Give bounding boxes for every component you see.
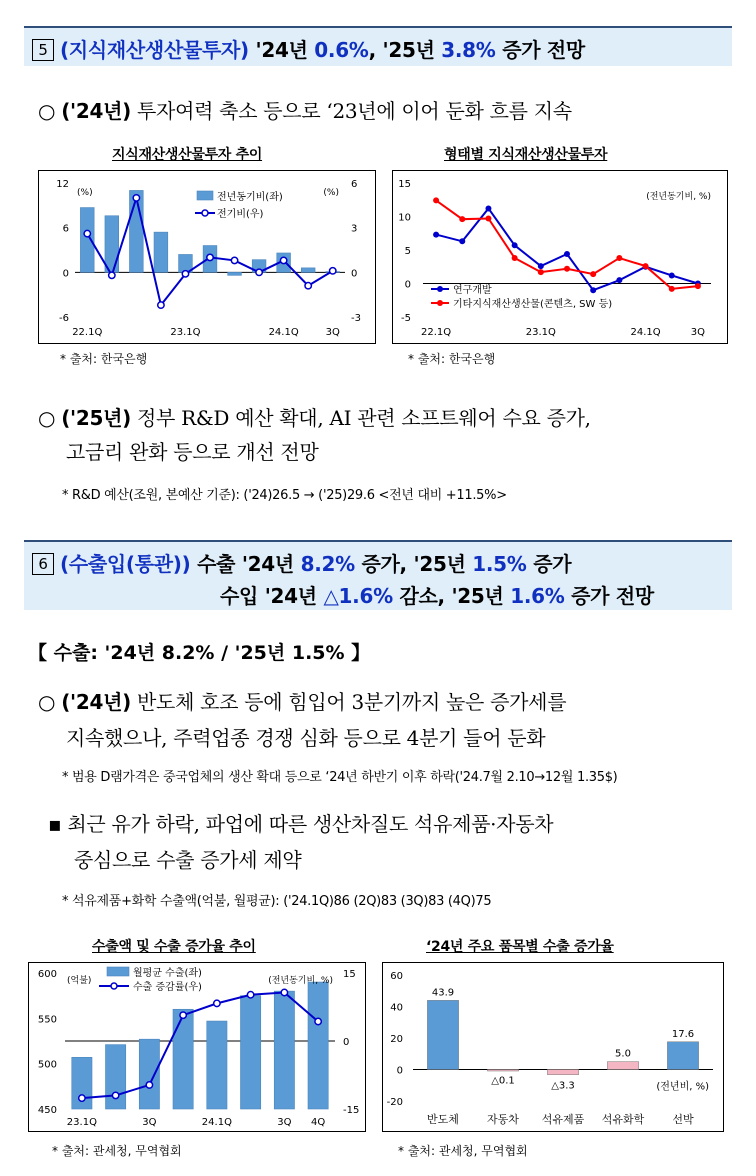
y-unit-left: (억불) bbox=[67, 976, 92, 986]
y-unit-right: (%) bbox=[323, 188, 339, 198]
legend-marker-line bbox=[111, 983, 117, 989]
bullet-text-line1: 최근 유가 하락, 파업에 따른 생산차질도 석유제품·자동차 bbox=[67, 812, 554, 836]
legend-marker bbox=[437, 300, 443, 306]
x-tick-label: 석유화학 bbox=[601, 1113, 645, 1126]
x-tick-label: 23.1Q bbox=[170, 327, 201, 338]
data-label: 5.0 bbox=[615, 1048, 631, 1060]
x-tick-label: 자동차 bbox=[487, 1113, 519, 1126]
y-tick-label: -5 bbox=[401, 313, 411, 324]
y-tick-label-right: -3 bbox=[351, 313, 361, 324]
chart4 bbox=[382, 962, 724, 1132]
x-tick-label: 3Q bbox=[325, 327, 340, 338]
chart4-source: * 출처: 관세청, 무역협회 bbox=[398, 1144, 528, 1158]
x-tick-label: 23.1Q bbox=[525, 327, 556, 338]
line-point bbox=[231, 257, 237, 263]
bar bbox=[154, 232, 168, 272]
line-point bbox=[485, 216, 491, 222]
line-point bbox=[538, 263, 544, 269]
line-point bbox=[590, 287, 596, 293]
bar bbox=[487, 1070, 518, 1072]
sec5-bullet-1 bbox=[38, 95, 572, 124]
line-point bbox=[133, 195, 139, 201]
legend-label-line: 전기비(우) bbox=[217, 209, 264, 220]
section-5-text-c: 증가 전망 bbox=[495, 38, 585, 62]
bullet-circle: ○ bbox=[38, 406, 56, 430]
bar bbox=[301, 268, 315, 272]
legend-marker-line bbox=[202, 210, 208, 216]
line-point bbox=[84, 230, 90, 236]
y-tick-label-right: 6 bbox=[351, 179, 358, 190]
legend-swatch-bar bbox=[197, 191, 213, 200]
bullet-label: ('25년) bbox=[61, 406, 131, 430]
x-tick-label: 반도체 bbox=[427, 1113, 459, 1126]
sec6-note-dram: * 범용 D램가격은 중국업체의 생산 확대 등으로 ‘24년 하반기 이후 하락('24.7월 2.10→12월 1.35$) bbox=[62, 770, 618, 785]
section-6-export-c: 증가 bbox=[526, 552, 572, 576]
section-5-text-a: '24년 bbox=[248, 38, 315, 62]
section-6-import-b: 감소, '25년 bbox=[392, 584, 511, 608]
series-line bbox=[436, 200, 698, 288]
y-unit: (전년동기비, %) bbox=[646, 192, 711, 202]
x-tick-label: 4Q bbox=[311, 1117, 326, 1128]
bullet-circle: ○ bbox=[38, 690, 56, 714]
line-point bbox=[305, 283, 311, 289]
bullet-square: ▪ bbox=[48, 812, 62, 836]
chart2 bbox=[392, 170, 728, 344]
section-6-export-b: 증가, '25년 bbox=[354, 552, 473, 576]
section-5-title bbox=[32, 34, 585, 63]
bar bbox=[207, 1021, 227, 1109]
line-point bbox=[433, 232, 439, 238]
bar bbox=[274, 991, 294, 1109]
line-point bbox=[315, 1018, 321, 1024]
line-point bbox=[79, 1095, 85, 1101]
line-point bbox=[214, 1000, 220, 1006]
line-point bbox=[616, 277, 622, 283]
line-point bbox=[669, 272, 675, 278]
y-unit: (전년비, %) bbox=[656, 1081, 709, 1093]
line-point bbox=[590, 271, 596, 277]
section-6-title-line1 bbox=[32, 548, 571, 577]
line-point bbox=[280, 257, 286, 263]
section-6-topic: (수출입(통관)) bbox=[60, 552, 191, 576]
bar bbox=[308, 982, 328, 1109]
y-tick-label: 40 bbox=[390, 1002, 403, 1014]
line-point bbox=[564, 266, 570, 272]
y-tick-label: 10 bbox=[398, 212, 411, 224]
line-point bbox=[695, 283, 701, 289]
data-label: 17.6 bbox=[671, 1028, 695, 1040]
line-point bbox=[180, 1012, 186, 1018]
x-tick-label: 22.1Q bbox=[72, 327, 103, 338]
sec5-note-rd: * R&D 예산(조원, 본예산 기준): ('24)26.5 → ('25)29.6 <전년 대비 +11.5%> bbox=[62, 488, 507, 503]
y-tick-label-right: 0 bbox=[343, 1037, 350, 1048]
section-6-header bbox=[24, 540, 732, 610]
x-tick-label: 석유제품 bbox=[541, 1113, 585, 1126]
section-5-text-b: , '25년 bbox=[368, 38, 442, 62]
bullet-label: ('24년) bbox=[61, 99, 131, 123]
sec6-bullet-2 bbox=[48, 808, 553, 837]
legend-label-bar: 월평균 수출(좌) bbox=[133, 968, 202, 979]
y-tick-label: 0 bbox=[396, 1065, 403, 1077]
y-tick-label-left: 550 bbox=[37, 1014, 57, 1026]
sec6-bullet-1 bbox=[38, 686, 566, 715]
y-unit-left: (%) bbox=[77, 188, 93, 198]
line-point bbox=[485, 205, 491, 211]
chart1-title: 지식재산생산물투자 추이 bbox=[112, 147, 263, 163]
section-5-header bbox=[24, 26, 732, 66]
line-point bbox=[256, 269, 262, 275]
section-6-export-25: 1.5% bbox=[472, 552, 527, 576]
y-tick-label: 60 bbox=[390, 971, 403, 982]
sec6-bullet-2-line2: 중심으로 수출 증가세 제약 bbox=[74, 848, 302, 872]
y-tick-label: 5 bbox=[404, 246, 411, 257]
section-6-import-a: 수입 '24년 bbox=[220, 584, 324, 608]
y-tick-label-left: 500 bbox=[37, 1059, 57, 1071]
data-label: 43.9 bbox=[431, 987, 455, 999]
y-unit-right: (전년동기비, %) bbox=[268, 976, 333, 986]
bullet-text-line1: 반도체 호조 등에 힘입어 3분기까지 높은 증가세를 bbox=[130, 690, 567, 714]
data-label: △3.3 bbox=[551, 1080, 575, 1092]
chart1 bbox=[38, 170, 376, 344]
line-point bbox=[146, 1082, 152, 1088]
section-6-import-25: 1.6% bbox=[510, 584, 565, 608]
line-point bbox=[247, 992, 253, 998]
x-tick-label: 선박 bbox=[672, 1113, 694, 1126]
sec6-note-petro: * 석유제품+화학 수출액(억불, 월평균): ('24.1Q)86 (2Q)83 (3Q)83 (4Q)75 bbox=[62, 894, 492, 909]
section-5-value-25: 3.8% bbox=[441, 38, 496, 62]
chart2-source: * 출처: 한국은행 bbox=[408, 352, 496, 366]
bar bbox=[241, 996, 261, 1109]
line-point bbox=[564, 251, 570, 257]
line-point bbox=[281, 989, 287, 995]
x-tick-label: 24.1Q bbox=[630, 327, 661, 338]
x-tick-label: 22.1Q bbox=[421, 327, 452, 338]
section-5-topic: (지식재산생산물투자) bbox=[60, 38, 249, 62]
legend-label: 연구개발 bbox=[453, 285, 492, 296]
line-point bbox=[109, 272, 115, 278]
section-6-import-c: 증가 전망 bbox=[564, 584, 654, 608]
line-point bbox=[538, 269, 544, 275]
section-number: 5 bbox=[32, 39, 54, 61]
chart3 bbox=[28, 962, 366, 1132]
x-tick-label: 23.1Q bbox=[66, 1117, 97, 1128]
line-point bbox=[459, 238, 465, 244]
y-tick-label: 15 bbox=[398, 179, 411, 190]
y-tick-label: 0 bbox=[404, 279, 411, 291]
x-tick-label: 3Q bbox=[142, 1117, 157, 1128]
y-tick-label: -20 bbox=[386, 1097, 403, 1108]
data-label: △0.1 bbox=[491, 1075, 515, 1087]
chart1-source: * 출처: 한국은행 bbox=[60, 352, 148, 366]
export-subheading: 【 수출: '24년 8.2% / '25년 1.5% 】 bbox=[28, 642, 371, 664]
x-tick-label: 24.1Q bbox=[201, 1117, 232, 1128]
line-point bbox=[330, 268, 336, 274]
section-6-title-line2 bbox=[220, 580, 654, 609]
section-6-import-24: △1.6% bbox=[323, 584, 393, 608]
line-point bbox=[112, 1092, 118, 1098]
bar bbox=[228, 272, 242, 275]
line-point bbox=[512, 255, 518, 261]
bar bbox=[607, 1062, 638, 1070]
x-tick-label: 24.1Q bbox=[268, 327, 299, 338]
y-tick-label-right: 0 bbox=[351, 268, 358, 280]
section-number: 6 bbox=[32, 553, 54, 575]
bar bbox=[173, 1009, 193, 1109]
bullet-text-line1: 정부 R&D 예산 확대, AI 관련 소프트웨어 수요 증가, bbox=[130, 406, 591, 430]
bullet-text: 투자여력 축소 등으로 ‘23년에 이어 둔화 흐름 지속 bbox=[130, 99, 572, 123]
line-point bbox=[669, 286, 675, 292]
bar bbox=[547, 1070, 578, 1075]
sec5-bullet-2 bbox=[38, 402, 591, 431]
legend-swatch-bar bbox=[107, 967, 129, 976]
y-tick-label-left: -6 bbox=[59, 313, 69, 324]
y-tick-label-right: -15 bbox=[343, 1105, 360, 1116]
x-tick-label: 3Q bbox=[277, 1117, 292, 1128]
legend-marker bbox=[437, 286, 443, 292]
chart3-title: 수출액 및 수출 증가율 추이 bbox=[92, 939, 256, 955]
sec5-bullet-2-line2: 고금리 완화 등으로 개선 전망 bbox=[66, 440, 319, 464]
bar bbox=[427, 1000, 458, 1069]
chart4-title: ‘24년 주요 품목별 수출 증가율 bbox=[426, 939, 614, 955]
legend-label-line: 수출 증감률(우) bbox=[133, 982, 202, 993]
bullet-circle: ○ bbox=[38, 99, 56, 123]
section-6-export-24: 8.2% bbox=[300, 552, 355, 576]
y-tick-label-left: 12 bbox=[56, 179, 69, 190]
x-tick-label: 3Q bbox=[690, 327, 706, 338]
line-point bbox=[616, 255, 622, 261]
bar bbox=[139, 1039, 159, 1109]
y-tick-label-right: 15 bbox=[343, 969, 356, 980]
section-5-value-24: 0.6% bbox=[314, 38, 369, 62]
bar bbox=[667, 1042, 698, 1070]
y-tick-label-right: 3 bbox=[351, 223, 358, 235]
y-tick-label-left: 600 bbox=[37, 969, 57, 980]
y-tick-label: 20 bbox=[390, 1034, 403, 1045]
chart2-title: 형태별 지식재산생산물투자 bbox=[444, 147, 608, 163]
line-point bbox=[643, 263, 649, 269]
line-point bbox=[182, 271, 188, 277]
line-point bbox=[459, 216, 465, 222]
line-point bbox=[207, 254, 213, 260]
line-point bbox=[158, 302, 164, 308]
chart3-source: * 출처: 관세청, 무역협회 bbox=[52, 1144, 182, 1158]
y-tick-label-left: 6 bbox=[62, 223, 69, 235]
line-point bbox=[512, 242, 518, 248]
sec6-bullet-1-line2: 지속했으나, 주력업종 경쟁 심화 등으로 4분기 들어 둔화 bbox=[66, 726, 546, 750]
bullet-label: ('24년) bbox=[61, 690, 131, 714]
bar bbox=[129, 190, 143, 272]
legend-label: 기타지식재산생산물(콘텐츠, SW 등) bbox=[453, 299, 613, 310]
section-6-export-a: 수출 '24년 bbox=[190, 552, 301, 576]
line-point bbox=[433, 197, 439, 203]
legend-label-bar: 전년동기비(좌) bbox=[217, 192, 283, 203]
y-tick-label-left: 0 bbox=[62, 268, 69, 280]
y-tick-label-left: 450 bbox=[37, 1105, 57, 1116]
bar bbox=[105, 216, 119, 273]
